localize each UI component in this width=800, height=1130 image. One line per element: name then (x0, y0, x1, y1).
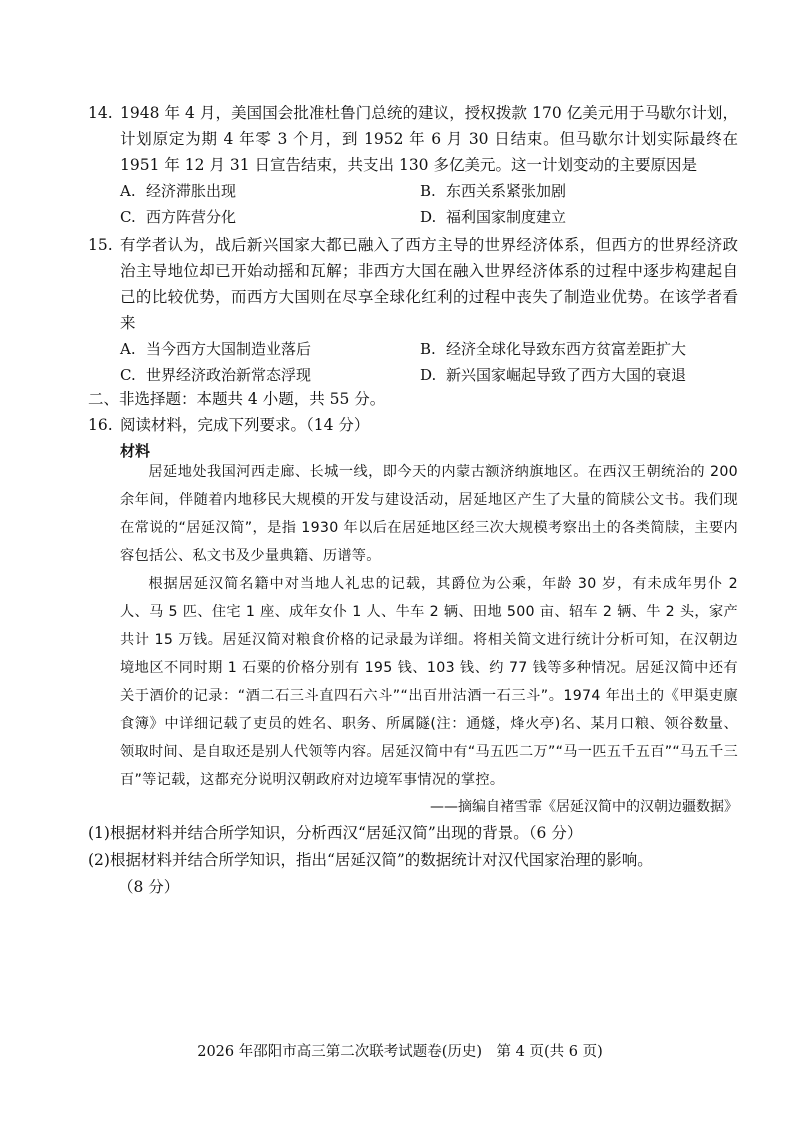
question-14 (88, 100, 738, 230)
material-title: 材料 (120, 442, 151, 460)
options (120, 336, 738, 388)
section-heading: 二、非选择题：本题共 4 小题，共 55 分。 (88, 390, 386, 408)
option-b: B. 经济全球化导致东西方贫富差距扩大 (420, 340, 687, 358)
option-d: D. 新兴国家崛起导致了西方大国的衰退 (420, 366, 687, 384)
options (120, 178, 738, 230)
question-number: 16. (88, 416, 113, 434)
sub-question-2-score: （8 分） (118, 878, 180, 896)
question-16 (88, 412, 738, 438)
material-paragraph: 根据居延汉简名籍中对当地人礼忠的记载，其爵位为公乘，年龄 30 岁，有未成年男仆 2 人、马 5 匹、住宅 1 座、成年女仆 1 人、牛车 2 辆、田地 500 亩、轺车 2 辆、牛 2 头，家产共计 15 万钱。居延汉简对粮食价格的记录最为详细。将相关简文进行统计分析可知，在汉朝边境地区不同时期 1 石粟的价格分别有 195 钱、103 钱、约 77 钱等多种情况。居延汉简中还有关于酒价的记录：“酒二石三斗直四石六斗”“出百卅沽酒一石三斗”。1974 年出土的《甲渠吏廪食簿》中详细记载了吏员的姓名、职务、所属隧(注：通燧，烽火亭)名、某月口粮、领谷数量、领取时间、是自取还是别人代领等内容。居延汉简中有“马五匹二万”“马一匹五千五百”“马五千三百”等记载，这都充分说明汉朝政府对边境军事情况的掌控。 (120, 576, 738, 788)
question-number: 14. (88, 104, 113, 122)
option-c: C. 世界经济政治新常态浮现 (120, 366, 312, 384)
option-a: A. 当今西方大国制造业落后 (120, 340, 312, 358)
sub-question-2: (2)根据材料并结合所学知识，指出“居延汉简”的数据统计对汉代国家治理的影响。 (88, 851, 653, 869)
material-source: ——摘编自褚雪霏《居延汉简中的汉朝边疆数据》 (430, 799, 738, 815)
question-15 (88, 232, 738, 388)
material-body (120, 458, 738, 794)
option-a: A. 经济滞胀出现 (120, 182, 237, 200)
sub-question-1: (1)根据材料并结合所学知识，分析西汉“居延汉简”出现的背景。（6 分） (88, 824, 583, 842)
option-b: B. 东西关系紧张加剧 (420, 182, 567, 200)
question-stem: 有学者认为，战后新兴国家大都已融入了西方主导的世界经济体系，但西方的世界经济政治主导地位却已开始动摇和瓦解；非西方大国在融入世界经济体系的过程中逐步构建起自己的比较优势，而西方大国则在尽享全球化红利的过程中丧失了制造业优势。在该学者看来 (120, 236, 738, 332)
question-stem: 1948 年 4 月，美国国会批准杜鲁门总统的建议，授权拨款 170 亿美元用于马歇尔计划，计划原定为期 4 年零 3 个月，到 1952 年 6 月 30 日结束。但马歇尔计划实际最终在 1951 年 12 月 31 日宣告结束，共支出 130 多亿美元。这一计划变动的主要原因是 (120, 104, 738, 174)
page-footer: 2026 年邵阳市高三第二次联考试题卷(历史) 第 4 页(共 6 页) (197, 1044, 603, 1060)
question-stem: 阅读材料，完成下列要求。（14 分） (120, 416, 370, 434)
option-c: C. 西方阵营分化 (120, 208, 237, 226)
material-paragraph: 居延地处我国河西走廊、长城一线，即今天的内蒙古额济纳旗地区。在西汉王朝统治的 200 余年间，伴随着内地移民大规模的开发与建设活动，居延地区产生了大量的简牍公文书。我们现在常说的“居延汉简”，是指 1930 年以后在居延地区经三次大规模考察出土的各类简牍，主要内容包括公、私文书及少量典籍、历谱等。 (120, 464, 738, 564)
sub-questions (88, 820, 738, 901)
option-d: D. 福利国家制度建立 (420, 208, 567, 226)
question-number: 15. (88, 236, 113, 254)
